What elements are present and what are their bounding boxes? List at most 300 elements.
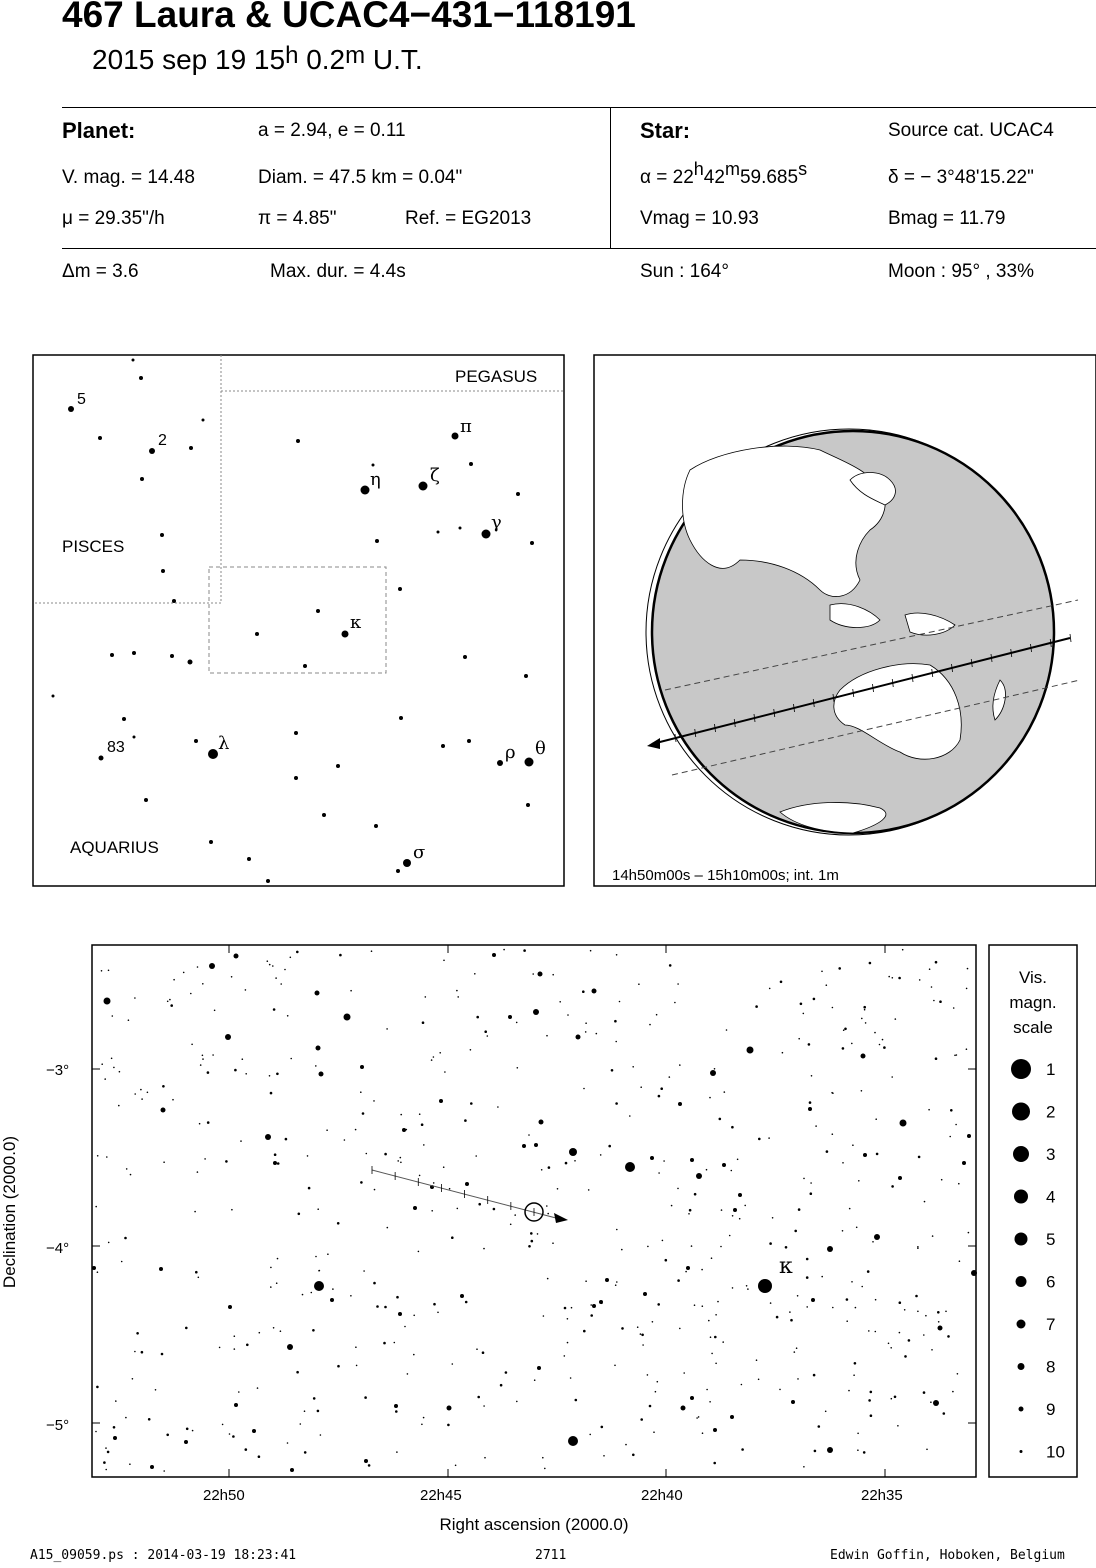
faint-star <box>360 1181 363 1184</box>
faint-star <box>809 1101 812 1104</box>
faint-star <box>621 1327 624 1330</box>
faint-star <box>111 1058 113 1060</box>
faint-star <box>172 1099 174 1101</box>
faint-star <box>732 1287 734 1289</box>
detail-field-stars <box>92 949 977 1472</box>
faint-star <box>702 1305 704 1307</box>
faint-star <box>814 1450 817 1453</box>
field-star <box>234 954 239 959</box>
faint-star <box>741 1448 744 1451</box>
faint-star <box>677 983 679 985</box>
faint-star <box>713 1462 716 1465</box>
faint-star <box>614 1365 616 1367</box>
magnitude-scale <box>989 945 1077 1477</box>
faint-star <box>464 1119 467 1122</box>
faint-star <box>818 1425 821 1428</box>
faint-star <box>400 1114 402 1116</box>
faint-star <box>290 1058 292 1060</box>
faint-star <box>443 1166 445 1168</box>
faint-star <box>284 969 286 971</box>
faint-star <box>373 1282 376 1285</box>
faint-star <box>918 1156 921 1159</box>
faint-star <box>134 1093 136 1095</box>
faint-star <box>719 1118 722 1121</box>
faint-star <box>721 1209 723 1211</box>
finder-star <box>469 462 473 466</box>
faint-star <box>544 1468 546 1470</box>
faint-star <box>691 1245 693 1247</box>
faint-star <box>269 1075 271 1077</box>
field-star <box>319 1072 324 1077</box>
faint-star <box>810 1192 813 1195</box>
faint-star <box>546 1035 548 1037</box>
faint-star <box>431 1059 433 1061</box>
scale-label-mag-4: 4 <box>1046 1187 1056 1207</box>
faint-star <box>582 990 585 993</box>
faint-star <box>685 1271 687 1273</box>
finder-star <box>294 776 298 780</box>
star-declination: δ = − 3°48'15.22" <box>888 167 1034 188</box>
faint-star <box>274 1153 277 1156</box>
field-star <box>933 1400 939 1406</box>
field-star <box>962 1161 966 1165</box>
faint-star <box>660 1087 663 1090</box>
faint-star <box>532 973 534 975</box>
faint-star <box>572 1151 574 1153</box>
faint-star <box>658 1095 661 1098</box>
faint-star <box>423 1144 425 1146</box>
field-star <box>360 1065 364 1069</box>
faint-star <box>313 1397 316 1400</box>
faint-star <box>956 1054 958 1056</box>
faint-star <box>954 1055 956 1057</box>
faint-star <box>197 966 199 968</box>
field-star <box>330 1298 334 1302</box>
faint-star <box>663 1160 665 1162</box>
faint-star <box>546 1205 548 1207</box>
faint-star <box>815 1125 817 1127</box>
field-star <box>161 1108 166 1113</box>
faint-star <box>891 1398 893 1400</box>
faint-star <box>272 965 274 967</box>
faint-star <box>844 1028 847 1031</box>
faint-star <box>619 1001 621 1003</box>
faint-star <box>590 1314 593 1317</box>
faint-star <box>296 951 299 954</box>
field-star <box>398 1312 402 1316</box>
faint-star <box>207 1121 210 1124</box>
footer-page-number: 2711 <box>535 1548 567 1563</box>
globe-time-caption: 14h50m00s – 15h10m00s; int. 1m <box>612 867 839 884</box>
faint-star <box>637 1326 639 1328</box>
faint-star <box>583 1330 586 1333</box>
faint-star <box>935 1057 938 1060</box>
faint-star <box>327 1253 329 1255</box>
star-label-2: 2 <box>158 432 167 449</box>
faint-star <box>510 1224 512 1226</box>
field-star <box>92 1266 96 1270</box>
faint-star <box>588 1189 590 1191</box>
centerline-tick <box>1070 634 1071 642</box>
faint-star <box>134 1351 136 1353</box>
faint-star <box>240 1140 242 1142</box>
scale-title-2: magn. <box>1009 993 1057 1012</box>
finder-star <box>316 609 320 613</box>
faint-star <box>904 1355 907 1358</box>
finder-star <box>398 587 402 591</box>
field-star <box>874 1234 880 1240</box>
faint-star <box>955 1124 957 1126</box>
faint-star <box>709 1401 711 1403</box>
faint-star <box>899 1301 902 1304</box>
faint-star <box>616 1229 618 1231</box>
minute-superscript: m <box>345 42 366 69</box>
faint-star <box>655 1391 657 1393</box>
faint-star <box>571 1307 573 1309</box>
faint-star <box>225 1160 228 1163</box>
faint-star <box>384 1306 387 1309</box>
faint-star <box>756 1359 758 1361</box>
faint-star <box>542 1457 544 1459</box>
kappa-star <box>758 1279 772 1293</box>
scale-dot-mag-5 <box>1015 1233 1028 1246</box>
faint-star <box>147 1092 149 1094</box>
faint-star <box>167 1001 169 1003</box>
field-star <box>364 1459 368 1463</box>
faint-star <box>780 981 783 984</box>
faint-star <box>888 1343 890 1345</box>
faint-star <box>97 1271 99 1273</box>
faint-star <box>267 960 269 962</box>
field-star <box>209 963 215 969</box>
field-star <box>314 1281 324 1291</box>
faint-star <box>362 1112 365 1115</box>
faint-star <box>124 1237 127 1240</box>
faint-star <box>870 1391 873 1394</box>
planet-motion: μ = 29.35"/h <box>62 208 165 229</box>
faint-star <box>419 1113 421 1115</box>
finder-star <box>52 695 55 698</box>
star-label-zeta: ζ <box>430 465 440 486</box>
planet-parallax: π = 4.85" <box>258 208 337 229</box>
faint-star <box>853 1374 855 1376</box>
faint-star <box>710 1336 712 1338</box>
faint-star <box>332 1288 334 1290</box>
finder-star <box>68 406 74 412</box>
field-star <box>539 1120 544 1125</box>
faint-star <box>926 1449 928 1451</box>
faint-star <box>861 1018 863 1020</box>
faint-star <box>797 1378 799 1380</box>
faint-star <box>931 1349 933 1351</box>
faint-star <box>277 1258 279 1260</box>
finder-star <box>516 492 520 496</box>
faint-star <box>270 1092 273 1095</box>
faint-star <box>790 1319 793 1322</box>
finder-star <box>160 533 164 537</box>
faint-star <box>600 1154 602 1156</box>
faint-star <box>832 1307 834 1309</box>
faint-star <box>891 1185 894 1188</box>
faint-star <box>238 1391 240 1393</box>
faint-star <box>832 1092 834 1094</box>
faint-star <box>846 1320 848 1322</box>
field-star <box>522 1144 526 1148</box>
faint-star <box>953 1007 955 1009</box>
ytick-minus5: −5° <box>46 1417 70 1434</box>
finder-star <box>149 448 155 454</box>
field-star <box>898 1176 902 1180</box>
field-star <box>900 1120 907 1127</box>
faint-star <box>857 1433 859 1435</box>
faint-star <box>874 1032 876 1034</box>
finder-star <box>497 760 503 766</box>
faint-star <box>476 1016 479 1019</box>
field-star <box>439 1099 443 1103</box>
faint-star <box>516 1401 518 1403</box>
faint-star <box>373 1100 375 1102</box>
faint-star <box>924 1201 926 1203</box>
faint-star <box>355 1346 357 1348</box>
faint-star <box>952 1391 954 1393</box>
ra-minutes: 42 <box>703 167 725 188</box>
faint-star <box>746 1285 748 1287</box>
faint-star <box>772 1217 774 1219</box>
faint-star <box>935 961 938 964</box>
faint-star <box>355 1129 357 1131</box>
faint-star <box>449 1188 451 1190</box>
faint-star <box>601 1303 603 1305</box>
faint-star <box>163 1161 165 1163</box>
faint-star <box>118 1105 120 1107</box>
finder-star <box>294 731 298 735</box>
faint-star <box>632 1066 634 1068</box>
faint-star <box>108 970 110 972</box>
faint-star <box>564 1307 567 1310</box>
faint-star <box>583 1088 585 1090</box>
faint-star <box>608 1145 611 1148</box>
faint-star <box>204 1158 206 1160</box>
faint-star <box>191 1044 193 1046</box>
finder-star <box>530 541 534 545</box>
field-star <box>538 972 543 977</box>
faint-star <box>457 996 459 998</box>
faint-star <box>528 1134 530 1136</box>
faint-star <box>625 1444 627 1446</box>
field-star <box>228 1305 232 1309</box>
faint-star <box>383 1342 386 1345</box>
finder-star <box>202 419 205 422</box>
faint-star <box>632 1454 635 1457</box>
faint-star <box>642 1344 644 1346</box>
faint-star <box>497 1106 499 1108</box>
star-source-catalog: Source cat. UCAC4 <box>888 120 1054 141</box>
faint-star <box>758 1138 761 1141</box>
faint-star <box>337 1222 340 1225</box>
field-star <box>643 1292 647 1296</box>
faint-star <box>148 1418 151 1421</box>
faint-star <box>368 1464 371 1467</box>
faint-star <box>451 1236 454 1239</box>
faint-star <box>917 1247 919 1249</box>
faint-star <box>425 996 427 998</box>
finder-star <box>467 739 471 743</box>
faint-star <box>186 1428 189 1431</box>
faint-star <box>296 1371 299 1374</box>
faint-star <box>487 1035 489 1037</box>
faint-star <box>103 1461 106 1464</box>
faint-star <box>590 1304 592 1306</box>
finder-star <box>303 664 307 668</box>
faint-star <box>400 1162 402 1164</box>
faint-star <box>647 1246 649 1248</box>
faint-star <box>475 1155 477 1157</box>
event-ut: U.T. <box>365 44 423 75</box>
faint-star <box>245 1448 248 1451</box>
faint-star <box>821 971 823 973</box>
faint-star <box>413 1354 415 1356</box>
faint-star <box>433 1303 436 1306</box>
faint-star <box>615 1102 618 1105</box>
field-star <box>592 1304 596 1308</box>
finder-star <box>482 530 491 539</box>
moon-info: Moon : 95° , 33% <box>888 261 1034 282</box>
faint-star <box>559 1001 561 1003</box>
planet-orbit: a = 2.94, e = 0.11 <box>258 120 406 141</box>
faint-star <box>611 1069 614 1072</box>
faint-star <box>863 1451 866 1454</box>
finder-star <box>208 749 218 759</box>
faint-star <box>674 1002 676 1004</box>
faint-star <box>794 1351 796 1353</box>
star-label-eta: η <box>370 469 381 490</box>
faint-star <box>384 1153 387 1156</box>
faint-star <box>779 1389 781 1391</box>
faint-star <box>422 1021 425 1024</box>
field-star <box>650 1156 654 1160</box>
faint-star <box>722 1341 724 1343</box>
finder-star <box>144 798 148 802</box>
faint-star <box>552 1242 554 1244</box>
faint-star <box>567 1318 569 1320</box>
field-star <box>696 1173 702 1179</box>
field-star <box>113 1436 117 1440</box>
star-vmag: Vmag = 10.93 <box>640 208 759 229</box>
finder-star <box>255 632 259 636</box>
faint-star <box>574 1160 576 1162</box>
field-star <box>234 1403 238 1407</box>
field-star <box>576 1035 581 1040</box>
faint-star <box>957 1373 959 1375</box>
faint-star <box>647 1374 649 1376</box>
pisces-boundary <box>33 391 221 603</box>
faint-star <box>276 1282 278 1284</box>
scale-dot-mag-8 <box>1018 1363 1025 1370</box>
faint-star <box>923 1391 926 1394</box>
faint-star <box>141 1351 144 1354</box>
faint-star <box>933 1000 935 1002</box>
faint-star <box>726 1029 728 1031</box>
faint-star <box>811 1075 813 1077</box>
scale-title-3: scale <box>1013 1018 1053 1037</box>
faint-star <box>596 1033 598 1035</box>
faint-star <box>565 1162 568 1165</box>
scale-dot-mag-2 <box>1012 1103 1030 1121</box>
faint-star <box>212 1054 214 1056</box>
faint-star <box>796 1347 798 1349</box>
faint-star <box>166 1434 169 1437</box>
finder-star <box>172 599 176 603</box>
sun-elongation: Sun : 164° <box>640 261 729 282</box>
field-star <box>344 1014 351 1021</box>
faint-star <box>891 1076 893 1078</box>
faint-star <box>800 1003 803 1006</box>
faint-star <box>869 962 872 965</box>
faint-star <box>302 1294 304 1296</box>
faint-star <box>396 1451 398 1453</box>
field-star <box>315 991 320 996</box>
star-label-pi: π <box>460 416 472 437</box>
finder-star <box>396 869 400 873</box>
faint-star <box>350 1295 352 1297</box>
faint-star <box>856 1227 858 1229</box>
faint-star <box>589 1434 591 1436</box>
faint-star <box>794 1230 797 1233</box>
centerline-arrow <box>647 738 660 749</box>
faint-star <box>696 1417 698 1419</box>
finder-frame <box>33 355 564 886</box>
field-star <box>150 1465 154 1469</box>
ra-s-sup: s <box>798 159 808 179</box>
faint-star <box>202 1058 204 1060</box>
faint-star <box>444 1071 446 1073</box>
faint-star <box>516 1022 518 1024</box>
faint-star <box>656 1014 658 1016</box>
faint-star <box>484 1457 486 1459</box>
faint-star <box>640 1418 643 1421</box>
faint-star <box>557 1188 559 1190</box>
faint-star <box>493 1208 496 1211</box>
faint-star <box>517 1067 519 1069</box>
faint-star <box>395 1410 398 1413</box>
faint-star <box>917 1246 919 1248</box>
detail-star-chart <box>0 945 977 1534</box>
faint-star <box>908 1339 911 1342</box>
faint-star <box>433 1056 435 1058</box>
faint-star <box>776 1316 779 1319</box>
faint-star <box>452 1363 454 1365</box>
faint-star <box>876 1153 879 1156</box>
finder-star <box>524 674 528 678</box>
faint-star <box>803 1013 805 1015</box>
max-duration: Max. dur. = 4.4s <box>270 261 406 282</box>
faint-star <box>132 1378 134 1380</box>
faint-star <box>937 1311 940 1314</box>
faint-star <box>904 1309 906 1311</box>
faint-star <box>155 1389 157 1391</box>
faint-star <box>541 1169 543 1171</box>
finder-star <box>361 486 370 495</box>
constellation-pisces: PISCES <box>62 537 125 556</box>
field-star <box>265 1134 271 1140</box>
star-label-5: 5 <box>77 391 86 408</box>
faint-star <box>897 1425 899 1427</box>
faint-star <box>285 1138 288 1141</box>
faint-star <box>842 1047 845 1050</box>
faint-star <box>219 1347 221 1349</box>
star-bmag: Bmag = 11.79 <box>888 208 1006 229</box>
faint-star <box>890 1347 892 1349</box>
